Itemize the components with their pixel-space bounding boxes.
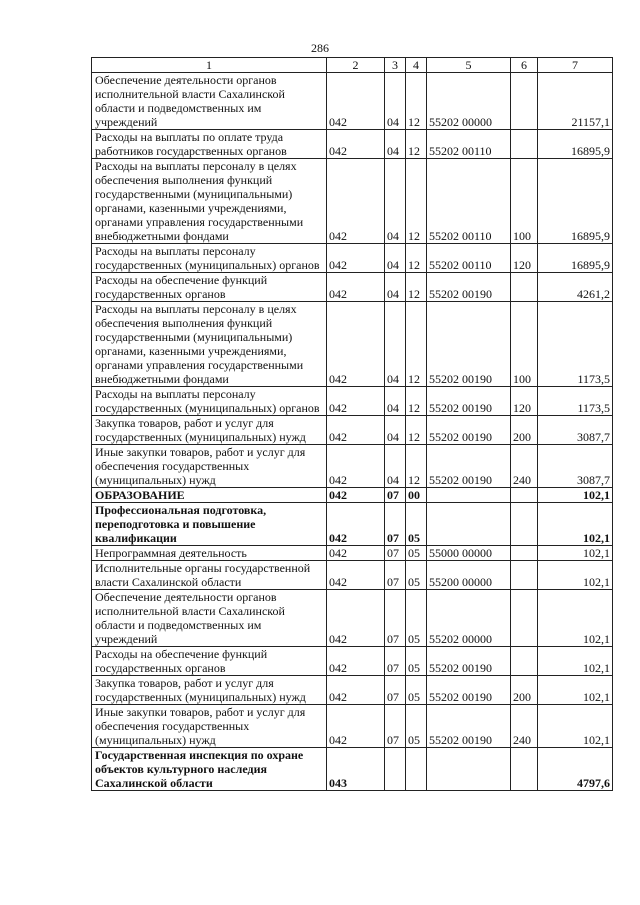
- row-name-cell: Расходы на обеспечение функций государственных органов: [92, 273, 327, 302]
- row-subsection-cell: 05: [406, 705, 427, 748]
- row-target-cell: 55202 00190: [427, 705, 511, 748]
- row-target-cell: [427, 503, 511, 546]
- header-cell-5: 5: [427, 58, 511, 73]
- row-name-cell: Обеспечение деятельности органов исполнительной власти Сахалинской области и подведомственных им учреждений: [92, 73, 327, 130]
- row-ministry-cell: 042: [327, 561, 385, 590]
- row-amount-cell: 16895,9: [538, 159, 613, 244]
- row-amount-cell: 102,1: [538, 676, 613, 705]
- row-section-cell: 07: [385, 488, 406, 503]
- row-amount-cell: 102,1: [538, 561, 613, 590]
- table-row: [92, 647, 613, 676]
- row-name-cell: Исполнительные органы государственной власти Сахалинской области: [92, 561, 327, 590]
- row-ministry-cell: 042: [327, 387, 385, 416]
- row-type-cell: [511, 488, 538, 503]
- row-subsection-cell: 05: [406, 647, 427, 676]
- row-amount-cell: 16895,9: [538, 130, 613, 159]
- row-section-cell: 04: [385, 73, 406, 130]
- row-subsection-cell: 12: [406, 244, 427, 273]
- row-target-cell: 55202 00110: [427, 130, 511, 159]
- header-row: [92, 58, 613, 73]
- row-name-cell: Расходы на выплаты по оплате труда работников государственных органов: [92, 130, 327, 159]
- row-target-cell: 55202 00190: [427, 273, 511, 302]
- row-amount-cell: 3087,7: [538, 416, 613, 445]
- row-amount-cell: 4261,2: [538, 273, 613, 302]
- header-cell-6: 6: [511, 58, 538, 73]
- table-row: [92, 748, 613, 791]
- row-name-cell: Профессиональная подготовка, переподготовка и повышение квалификации: [92, 503, 327, 546]
- page-number: 286: [311, 41, 329, 55]
- row-ministry-cell: 042: [327, 590, 385, 647]
- row-section-cell: 04: [385, 302, 406, 387]
- row-subsection-cell: 12: [406, 73, 427, 130]
- row-ministry-cell: 042: [327, 416, 385, 445]
- row-name-cell: Закупка товаров, работ и услуг для государственных (муниципальных) нужд: [92, 416, 327, 445]
- row-amount-cell: 1173,5: [538, 387, 613, 416]
- row-ministry-cell: 042: [327, 647, 385, 676]
- row-ministry-cell: 042: [327, 130, 385, 159]
- row-subsection-cell: 05: [406, 546, 427, 561]
- row-type-cell: [511, 73, 538, 130]
- table-row: [92, 73, 613, 130]
- row-type-cell: [511, 590, 538, 647]
- row-ministry-cell: 042: [327, 244, 385, 273]
- row-ministry-cell: 042: [327, 546, 385, 561]
- table-row: [92, 273, 613, 302]
- row-section-cell: 04: [385, 130, 406, 159]
- row-ministry-cell: 042: [327, 445, 385, 488]
- row-ministry-cell: 042: [327, 488, 385, 503]
- table-row: [92, 130, 613, 159]
- header-cell-4: 4: [406, 58, 427, 73]
- row-name-cell: ОБРАЗОВАНИЕ: [92, 488, 327, 503]
- row-ministry-cell: 042: [327, 503, 385, 546]
- row-subsection-cell: 12: [406, 416, 427, 445]
- row-target-cell: 55202 00190: [427, 416, 511, 445]
- row-target-cell: 55202 00000: [427, 73, 511, 130]
- row-section-cell: 04: [385, 416, 406, 445]
- row-type-cell: [511, 130, 538, 159]
- row-section-cell: 04: [385, 273, 406, 302]
- row-type-cell: 240: [511, 705, 538, 748]
- row-section-cell: 04: [385, 445, 406, 488]
- row-amount-cell: 102,1: [538, 488, 613, 503]
- header-cell-7: 7: [538, 58, 613, 73]
- row-target-cell: 55202 00000: [427, 590, 511, 647]
- row-section-cell: 07: [385, 647, 406, 676]
- row-section-cell: 07: [385, 590, 406, 647]
- row-section-cell: 04: [385, 159, 406, 244]
- row-type-cell: [511, 561, 538, 590]
- table-row: [92, 159, 613, 244]
- header-cell-2: 2: [327, 58, 385, 73]
- row-name-cell: Обеспечение деятельности органов исполнительной власти Сахалинской области и подведомственных им учреждений: [92, 590, 327, 647]
- row-section-cell: 07: [385, 546, 406, 561]
- row-type-cell: 100: [511, 159, 538, 244]
- budget-table: [91, 57, 613, 791]
- table-row: [92, 590, 613, 647]
- row-subsection-cell: 00: [406, 488, 427, 503]
- row-amount-cell: 102,1: [538, 546, 613, 561]
- row-subsection-cell: 05: [406, 503, 427, 546]
- table-row: [92, 546, 613, 561]
- table-body: [92, 58, 613, 791]
- row-type-cell: 100: [511, 302, 538, 387]
- row-section-cell: 07: [385, 503, 406, 546]
- row-type-cell: [511, 647, 538, 676]
- row-target-cell: 55202 00190: [427, 302, 511, 387]
- row-target-cell: 55202 00190: [427, 445, 511, 488]
- row-type-cell: [511, 273, 538, 302]
- row-ministry-cell: 042: [327, 676, 385, 705]
- row-type-cell: [511, 503, 538, 546]
- row-subsection-cell: 12: [406, 130, 427, 159]
- row-type-cell: [511, 546, 538, 561]
- row-name-cell: Иные закупки товаров, работ и услуг для обеспечения государственных (муниципальных) нужд: [92, 705, 327, 748]
- row-section-cell: [385, 748, 406, 791]
- table-row: [92, 244, 613, 273]
- row-amount-cell: 102,1: [538, 503, 613, 546]
- row-name-cell: Закупка товаров, работ и услуг для государственных (муниципальных) нужд: [92, 676, 327, 705]
- row-section-cell: 07: [385, 561, 406, 590]
- row-subsection-cell: 05: [406, 676, 427, 705]
- table-row: [92, 705, 613, 748]
- row-amount-cell: 4797,6: [538, 748, 613, 791]
- row-name-cell: Иные закупки товаров, работ и услуг для обеспечения государственных (муниципальных) нужд: [92, 445, 327, 488]
- row-target-cell: 55202 00190: [427, 387, 511, 416]
- row-target-cell: 55202 00110: [427, 244, 511, 273]
- table-row: [92, 387, 613, 416]
- row-section-cell: 07: [385, 705, 406, 748]
- row-amount-cell: 102,1: [538, 705, 613, 748]
- row-ministry-cell: 042: [327, 302, 385, 387]
- row-target-cell: 55202 00190: [427, 647, 511, 676]
- row-ministry-cell: 042: [327, 705, 385, 748]
- row-type-cell: 200: [511, 676, 538, 705]
- header-cell-3: 3: [385, 58, 406, 73]
- row-target-cell: [427, 748, 511, 791]
- row-type-cell: 120: [511, 387, 538, 416]
- row-subsection-cell: [406, 748, 427, 791]
- row-subsection-cell: 05: [406, 561, 427, 590]
- row-ministry-cell: 043: [327, 748, 385, 791]
- row-amount-cell: 1173,5: [538, 302, 613, 387]
- row-amount-cell: 102,1: [538, 647, 613, 676]
- header-cell-1: 1: [92, 58, 327, 73]
- table-row: [92, 488, 613, 503]
- row-ministry-cell: 042: [327, 273, 385, 302]
- row-name-cell: Государственная инспекция по охране объектов культурного наследия Сахалинской области: [92, 748, 327, 791]
- row-subsection-cell: 12: [406, 302, 427, 387]
- table-row: [92, 445, 613, 488]
- table-row: [92, 416, 613, 445]
- row-target-cell: 55000 00000: [427, 546, 511, 561]
- row-name-cell: Расходы на выплаты персоналу в целях обеспечения выполнения функций государственными (муниципальными) органами, казенными учреждениями, органами управления государственными внебюджетными фондами: [92, 159, 327, 244]
- row-type-cell: 240: [511, 445, 538, 488]
- row-name-cell: Расходы на выплаты персоналу государственных (муниципальных) органов: [92, 244, 327, 273]
- row-target-cell: 55200 00000: [427, 561, 511, 590]
- row-target-cell: [427, 488, 511, 503]
- table-row: [92, 302, 613, 387]
- row-target-cell: 55202 00190: [427, 676, 511, 705]
- row-type-cell: [511, 748, 538, 791]
- row-amount-cell: 16895,9: [538, 244, 613, 273]
- row-target-cell: 55202 00110: [427, 159, 511, 244]
- table-row: [92, 561, 613, 590]
- row-subsection-cell: 12: [406, 445, 427, 488]
- row-section-cell: 04: [385, 387, 406, 416]
- row-subsection-cell: 12: [406, 273, 427, 302]
- row-name-cell: Расходы на выплаты персоналу в целях обеспечения выполнения функций государственными (муниципальными) органами, казенными учреждениями, органами управления государственными внебюджетными фондами: [92, 302, 327, 387]
- row-section-cell: 04: [385, 244, 406, 273]
- row-subsection-cell: 12: [406, 387, 427, 416]
- row-subsection-cell: 12: [406, 159, 427, 244]
- table-row: [92, 503, 613, 546]
- row-section-cell: 07: [385, 676, 406, 705]
- row-subsection-cell: 05: [406, 590, 427, 647]
- row-amount-cell: 21157,1: [538, 73, 613, 130]
- row-name-cell: Расходы на выплаты персоналу государственных (муниципальных) органов: [92, 387, 327, 416]
- row-name-cell: Непрограммная деятельность: [92, 546, 327, 561]
- table-row: [92, 676, 613, 705]
- row-ministry-cell: 042: [327, 73, 385, 130]
- row-amount-cell: 3087,7: [538, 445, 613, 488]
- row-name-cell: Расходы на обеспечение функций государственных органов: [92, 647, 327, 676]
- row-amount-cell: 102,1: [538, 590, 613, 647]
- row-type-cell: 200: [511, 416, 538, 445]
- row-type-cell: 120: [511, 244, 538, 273]
- row-ministry-cell: 042: [327, 159, 385, 244]
